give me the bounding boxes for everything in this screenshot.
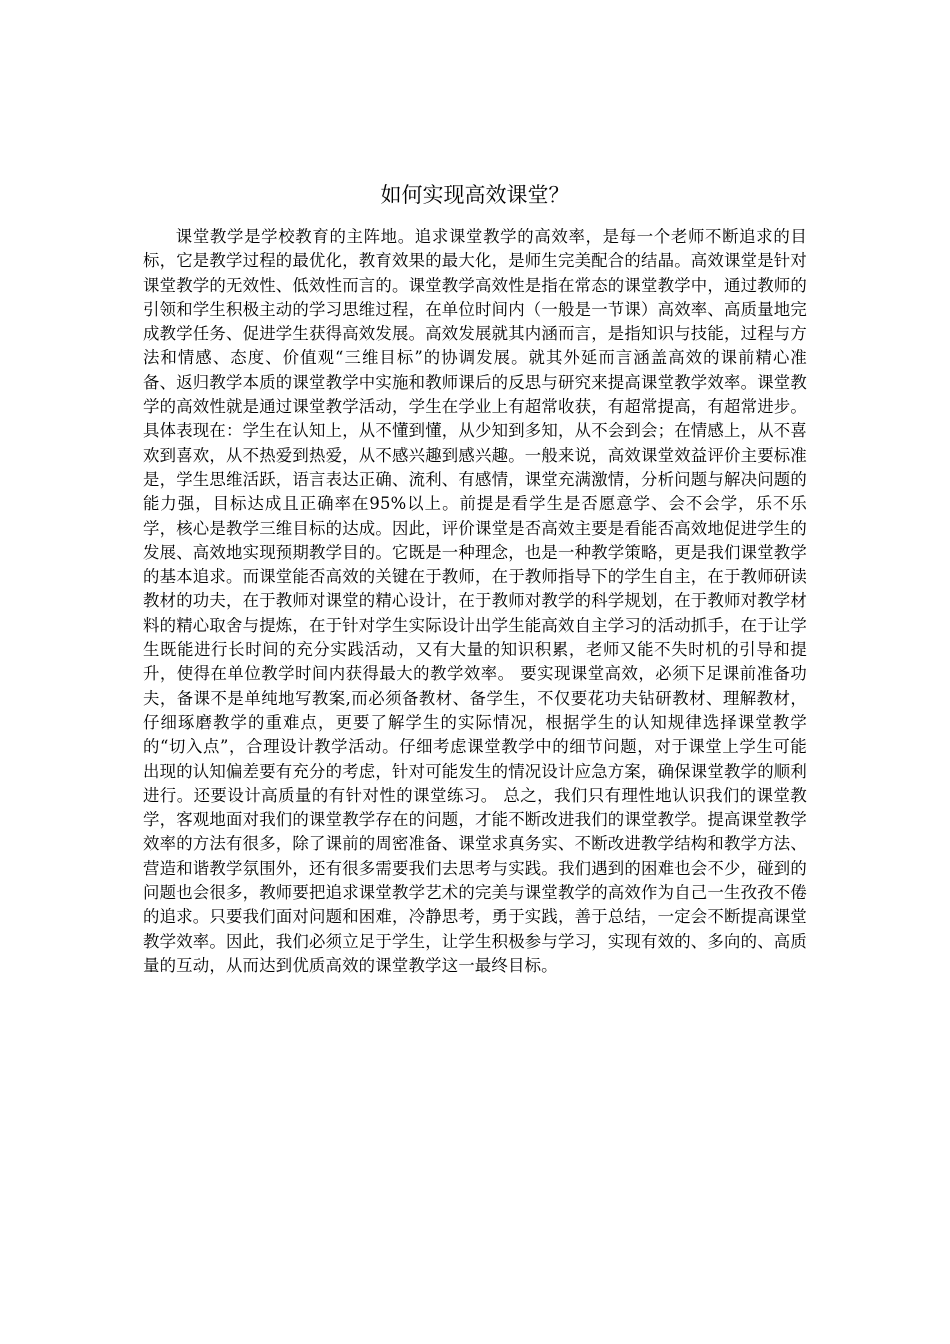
document-body-paragraph: 课堂教学是学校教育的主阵地。追求课堂教学的高效率，是每一个老师不断追求的目标，它是教学过程的最优化，教育效果的最大化，是师生完美配合的结晶。高效课堂是针对课堂教学的无效性、低效性而言的。课堂教学高效性是指在常态的课堂教学中，通过教师的引领和学生积极主动的学习思维过程，在单位时间内（一般是一节课）高效率、高质量地完成教学任务、促进学生获得高效发展。高效发展就其内涵而言，是指知识与技能，过程与方法和情感、态度、价值观“三维目标”的协调发展。就其外延而言涵盖高效的课前精心准备、返归教学本质的课堂教学中实施和教师课后的反思与研究来提高课堂教学效率。课堂教学的高效性就是通过课堂教学活动，学生在学业上有超常收获，有超常提高，有超常进步。具体表现在：学生在认知上，从不懂到懂，从少知到多知，从不会到会；在情感上，从不喜欢到喜欢，从不热爱到热爱，从不感兴趣到感兴趣。一般来说，高效课堂效益评价主要标准是，学生思维活跃，语言表达正确、流利、有感情，课堂充满激情，分析问题与解决问题的能力强，目标达成且正确率在95%以上。前提是看学生是否愿意学、会不会学，乐不乐学，核心是教学三维目标的达成。因此，评价课堂是否高效主要是看能否高效地促进学生的发展、高效地实现预期教学目的。它既是一种理念，也是一种教学策略，更是我们课堂教学的基本追求。而课堂能否高效的关键在于教师，在于教师指导下的学生自主，在于教师研读教材的功夫，在于教师对课堂的精心设计，在于教师对教学的科学规划，在于教师对教学材料的精心取舍与提炼，在于针对学生实际设计出学生能高效自主学习的活动抓手，在于让学生既能进行长时间的充分实践活动，又有大量的知识积累，老师又能不失时机的引导和提升，使得在单位教学时间内获得最大的教学效率。 要实现课堂高效，必须下足课前准备功夫，备课不是单纯地写教案,而必须备教材、备学生，不仅要花功夫钻研教材、理解教材，仔细琢磨教学的重难点，更要了解学生的实际情况，根据学生的认知规律选择课堂教学的“切入点”，合理设计教学活动。仔细考虑课堂教学中的细节问题，对于课堂上学生可能出现的认知偏差要有充分的考虑，针对可能发生的情况设计应急方案，确保课堂教学的顺利进行。还要设计高质量的有针对性的课堂练习。 总之，我们只有理性地认识我们的课堂教学，客观地面对我们的课堂教学存在的问题，才能不断改进我们的课堂教学。提高课堂教学效率的方法有很多，除了课前的周密准备、课堂求真务实、不断改进教学结构和教学方法、营造和谐教学氛围外，还有很多需要我们去思考与实践。我们遇到的困难也会不少，碰到的问题也会很多，教师要把追求课堂教学艺术的完美与课堂教学的高效作为自己一生孜孜不倦的追求。只要我们面对问题和困难，冷静思考，勇于实践，善于总结，一定会不断提高课堂教学效率。因此，我们必须立足于学生，让学生积极参与学习，实现有效的、多向的、高质量的互动，从而达到优质高效的课堂教学这一最终目标。 — [143, 227, 807, 975]
document-title: 如何实现高效课堂？ — [380, 183, 570, 207]
